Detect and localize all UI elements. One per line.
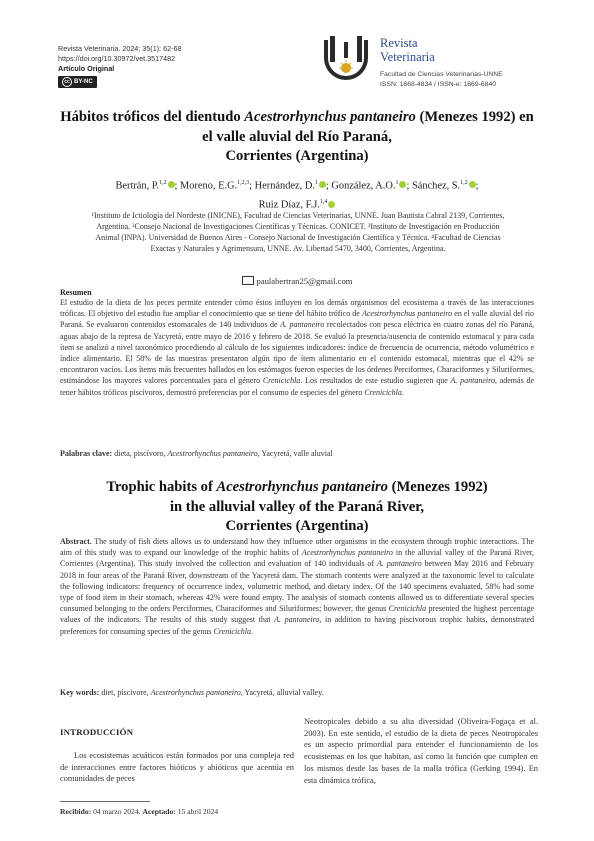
- title-spanish: Hábitos tróficos del dientudo Acestrorhynchus pantaneiro (Menezes 1992) en el valle aluvial del Río Paraná, Corrientes (Argentina): [60, 109, 534, 164]
- journal-name: Revista Veterinaria: [380, 36, 435, 64]
- affiliations: ¹Instituto de Ictiología del Nordeste (INICNE), Facultad de Ciencias Veterinarias, UNNE. Juan Bautista Cabral 2139, Corrientes, Argentina. ²Consejo Nacional de Investigaciones Científicas y Técnicas. CONICET. ³Instituto de Investigación en Producción Animal (INPA). Universidad de Buenos Aires - Consejo Nacional de Investigación Científica y Técnica. ⁴Facultad de Ciencias Exactas y Naturales y Agrimensura, UNNE. Av. Libertad 5470, 3400, Corrientes, Argentina.: [91, 211, 505, 253]
- envelope-icon: [242, 276, 254, 285]
- faculty: Facultad de Ciencias Veterinarias-UNNE: [380, 71, 503, 78]
- received-accepted-dates: Recibido: 04 marzo 2024. Aceptado: 15 abril 2024: [60, 807, 219, 816]
- author: ; Moreno, E.G.: [174, 180, 238, 192]
- title-english: Trophic habits of Acestrorhynchus pantaneiro (Menezes 1992) in the alluvial valley of the Paraná River, Corrientes (Argentina): [106, 479, 488, 534]
- footnote-divider: [60, 801, 150, 802]
- author: Bertrán, P.: [115, 180, 160, 192]
- cc-license-badge[interactable]: [58, 76, 97, 88]
- doi-link[interactable]: https://doi.org/10.30972/vet.3517482: [58, 54, 176, 63]
- orcid-icon[interactable]: [469, 181, 476, 188]
- keywords-spanish: Palabras clave: dieta, piscívoro, Acestrorhynchus pantaneiro, Yacyretá, valle aluvial: [60, 449, 333, 458]
- author: Ruiz Díaz, F.J.: [258, 199, 320, 211]
- author: ; González, A.O.: [325, 180, 396, 192]
- issn: ISSN: 1668-4834 / ISSN-e: 1669-6840: [380, 81, 496, 88]
- cc-icon: cc: [62, 77, 72, 87]
- intro-right-column: Neotropicales debido a su alta diversidad (Oliveira-Fogaça et al. 2003). En este sentido, el estudio de la dieta de peces Neotropicales es un aspecto primordial para entender el funcionamiento de los ecosistemas en los que habitan, así como la función que cumplen en los mismos desde las bases de la malla trófica (Gerking 1994). En esta dinámica trófica,: [304, 717, 538, 785]
- journal-citation: Revista Veterinaria. 2024; 35(1): 62-68: [58, 44, 182, 53]
- journal-logo-icon: [318, 36, 374, 86]
- intro-left-column: Los ecosistemas acuáticos están formados por una compleja red de interacciones entre factores bióticos y abióticos que acentúa en comunidades de peces: [60, 751, 294, 784]
- orcid-icon[interactable]: [328, 201, 335, 208]
- contact-email[interactable]: paulabertran25@gmail.com: [60, 276, 534, 286]
- resumen-heading: Resumen: [60, 288, 92, 297]
- article-type: Artículo Original: [58, 64, 115, 73]
- resumen-text: El estudio de la dieta de los peces permite entender cómo éstos influyen en los demás organismos del ecosistema a través de las interacciones tróficas. El objetivo del estudio fue ampliar el conocimiento que se tiene del hábito trófico de Acestrorhynchus pantaneiro en el valle aluvial del río Paraná. Se evaluaron contenidos estomacales de 140 individuos de A. pantaneiro recolectados con pesca eléctrica en cuatro zonas del río Paraná, aguas abajo de la represa de Yacyretá, entre mayo de 2016 y febrero de 2018. Se evaluó la presencia/ausencia de contenido estomacal y para cada ítem se analizó a nivel taxonómico procediendo al cálculo de los siguientes indicadores: índice de frecuencia de ocurrencia, método volumétrico e índice alimentario. El 58% de las muestras presentaron algún tipo de ítem alimentario en el contenido estomacal, mientras que el 42% se encontraron vacíos. Los ítems más frecuentes hallados en los estómagos fueron especies de los órdenes Perciformes, Characiformes y Siluriformes, estimándose los mayores valores porcentuales para el género Crenicichla. Los resultados de este estudio sugieren que A. pantaneiro, además de tener hábitos tróficos piscívoros, demostró preferencias por el consumo de especies del género Crenicichla.: [60, 298, 535, 397]
- orcid-icon[interactable]: [168, 181, 175, 188]
- author: ; Hernández, D.: [249, 180, 315, 192]
- license-label: BY-NC: [74, 79, 93, 85]
- keywords-english: Key words: diet, piscivore, Acestrorhynchus pantaneiro, Yacyretá, alluvial valley.: [60, 688, 324, 697]
- journal-info: [380, 70, 503, 90]
- introduction-heading: INTRODUCCIÓN: [60, 727, 134, 737]
- author-list: Bertrán, P.$^{1,2}$ ; Moreno, E.G.$^{1,2,3}$; Hernández, D.$^1$ ; González, A.O.$^1$ ; Sánchez, S.$^{1,2}$ ; Ruiz Díaz, F.J.$^{1,4}$: [115, 180, 479, 211]
- abstract-text: Abstract. The study of fish diets allows us to understand how they influence other organisms in the ecosystem through trophic interactions. The aim of this study was to expand our knowledge of the trophic habits of Acestrorhynchus pantaneiro in the alluvial valley of the Paraná River, Corrientes (Argentina). This study involved the collection and evaluation of 140 individuals of A. pantaneiro between May 2016 and February 2018 in four areas of the Paraná River, downstream of the Yacyretá dam. The stomach contents were analyzed at the taxonomic level to calculate the following indicators: frequency of occurrence index, volumetric method, and dietary index. Of the 140 specimens evaluated, 58% had some type of food item in their stomach, whereas 42% were found empty. The analysis of stomach contents allowed us to differentiate several species consumed belonging to the orders Perciformes, Characiformes and Siluriformes; however, the genus Crenicichla presented the highest percentage values of the indicators. The results of this study suggest that A. pantaneiro, in addition to having piscivorous trophic habits, demonstrated preferences for consuming species of the genus Crenicichla.: [60, 537, 534, 636]
- author: ; Sánchez, S.: [406, 180, 461, 192]
- article-meta: [58, 44, 181, 88]
- orcid-icon[interactable]: [319, 181, 326, 188]
